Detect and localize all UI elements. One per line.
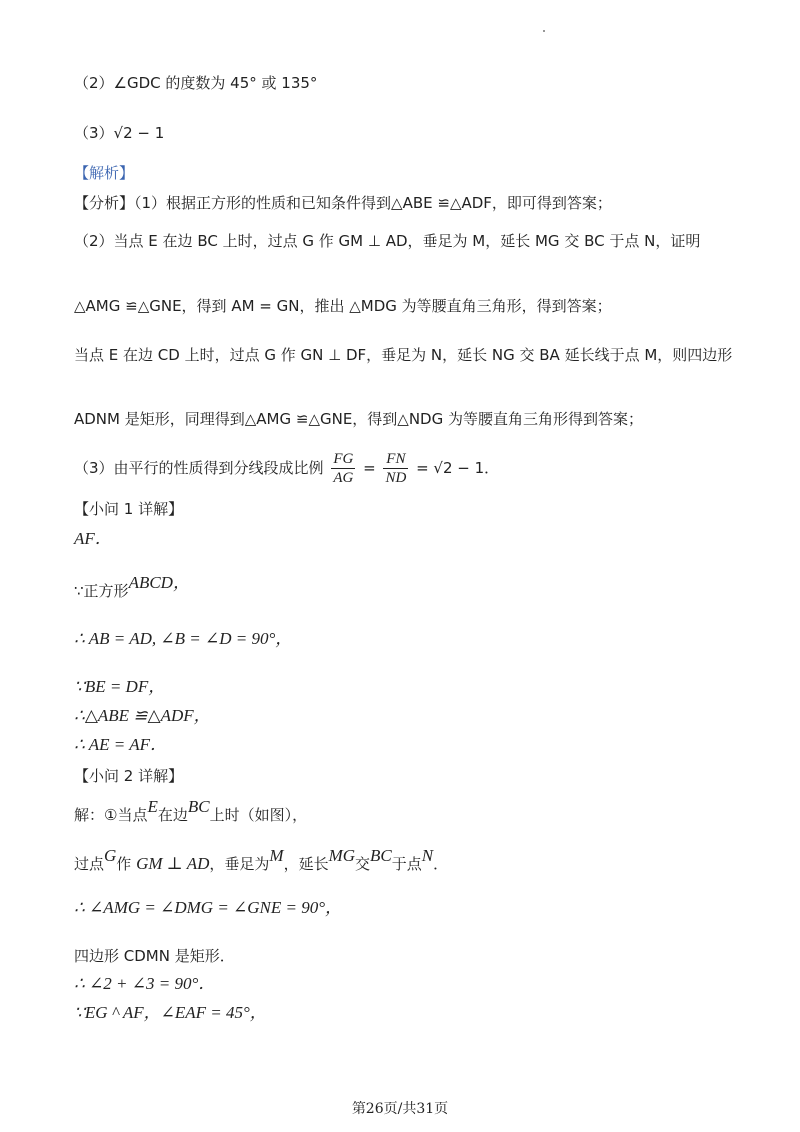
- detail-1-line-2: ∵正方形ABCD，: [74, 573, 190, 600]
- analysis-part-3: （3）由平行的性质得到分线段成比例 $\frac{FG}{AG}$ = $\frac{FN}{ND}$ = √2 − 1．: [74, 451, 500, 486]
- answer-part-3: （3）√2 − 1: [74, 124, 165, 142]
- detail-2-line-5: ∴ ∠2 + ∠3 = 90°．: [74, 974, 216, 993]
- analysis-tag: 【解析】: [74, 164, 135, 182]
- page-dot: [543, 30, 545, 32]
- detail-1-line-6: ∴ AE = AF．: [74, 735, 167, 754]
- detail-2-tag: 【小问 2 详解】: [74, 767, 184, 785]
- page-footer: 第26页/共31页: [351, 1101, 449, 1117]
- analysis-part-2-case2: 当点 E 在边 CD 上时，过点 G 作 GN ⊥ DF，垂足为 N，延长 NG 交 BA 延长线于点 M，则四边形: [74, 346, 733, 364]
- fraction-fn-nd: $\frac{FN}{ND}$: [385, 451, 407, 486]
- detail-1-line-5: ∴△ABE ≌△ADF，: [74, 706, 211, 725]
- analysis-part-2-case2-cont: ADNM 是矩形，同理得到△AMG ≌△GNE，得到△NDG 为等腰直角三角形得到答案；: [74, 410, 643, 428]
- detail-2-line-2: 过点G作 GM ⊥ AD，垂足为M，延长MG交BC于点N．: [74, 846, 449, 873]
- analysis-part-2: （2）当点 E 在边 BC 上时，过点 G 作 GM ⊥ AD，垂足为 M，延长 MG 交 BC 于点 N，证明: [74, 232, 701, 250]
- analysis-intro: 【分析】（1）根据正方形的性质和已知条件得到△ABE ≌△ADF，即可得到答案；: [74, 194, 612, 212]
- detail-1-tag: 【小问 1 详解】: [74, 500, 184, 518]
- analysis-part-2-cont: △AMG ≌△GNE，得到 AM = GN，推出 △MDG 为等腰直角三角形，得到答案；: [74, 297, 612, 315]
- answer-part-2: （2）∠GDC 的度数为 45° 或 135°: [74, 74, 318, 92]
- detail-1-line-3: ∴ AB = AD, ∠B = ∠D = 90°，: [74, 629, 293, 648]
- detail-2-line-4: 四边形 CDMN 是矩形．: [74, 947, 235, 965]
- detail-1-line-4: ∵BE = DF，: [74, 677, 166, 696]
- fraction-fg-ag: $\frac{FG}{AG}$: [333, 451, 354, 486]
- detail-2-line-1: 解：①当点E在边BC上时（如图），: [74, 797, 308, 824]
- detail-2-line-6: ∵EG ^ AF，∠EAF = 45°，: [74, 1003, 267, 1022]
- detail-1-line-1: AF．: [74, 529, 112, 548]
- detail-2-line-3: ∴ ∠AMG = ∠DMG = ∠GNE = 90°，: [74, 898, 343, 917]
